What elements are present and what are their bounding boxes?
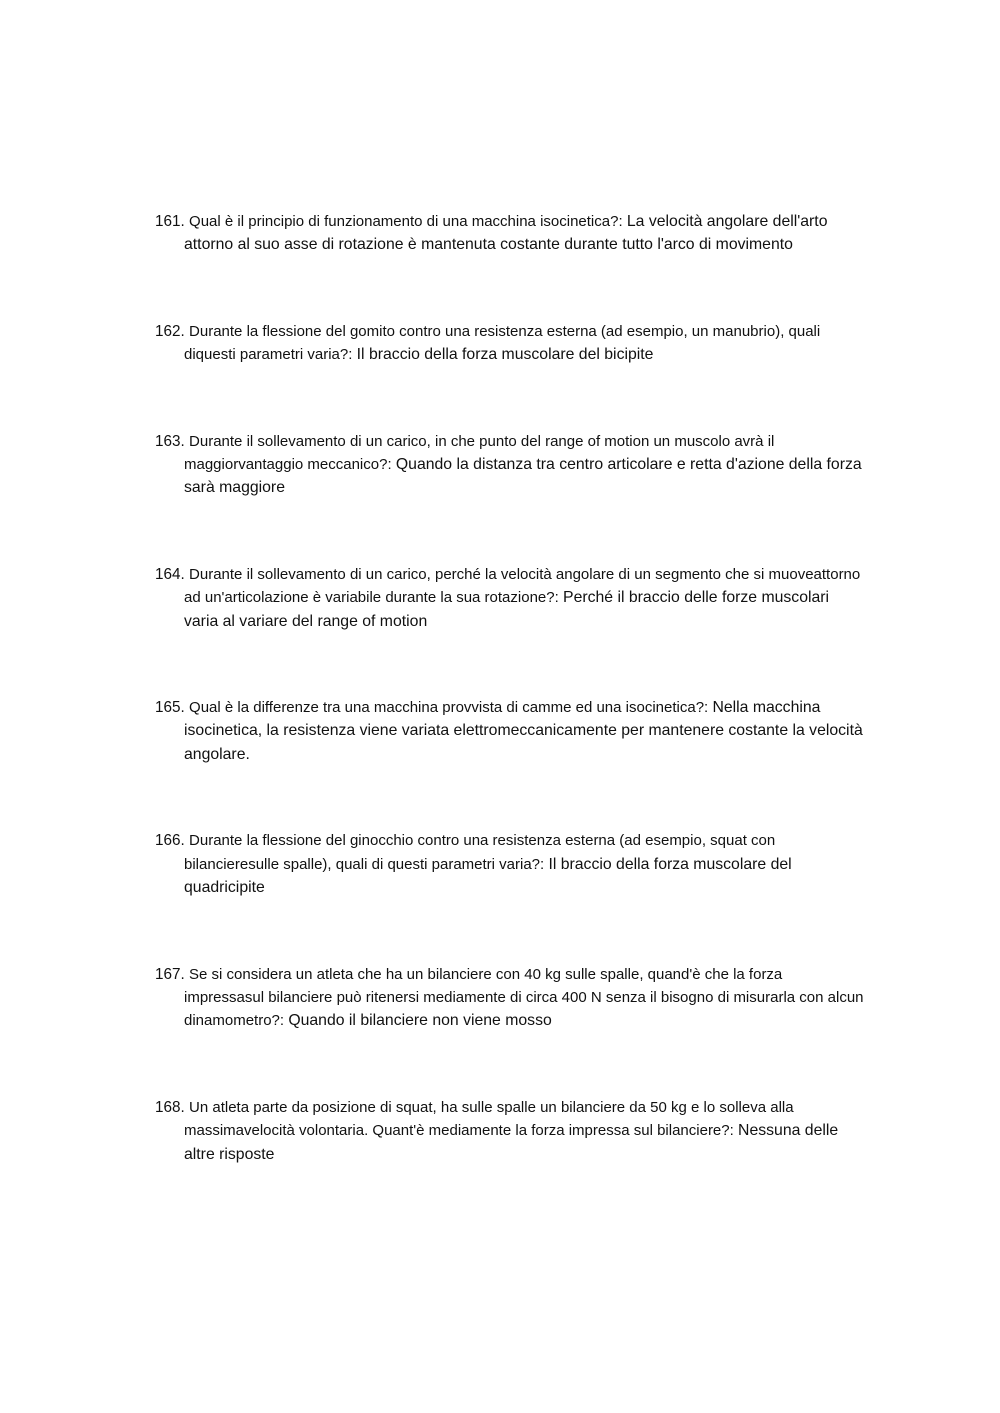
question-number: 161. — [155, 213, 185, 230]
question-number: 163. — [155, 432, 185, 450]
question-item-163 — [155, 430, 865, 500]
question-text: Durante il sollevamento di un carico, in che punto del range of motion un muscolo avrà il maggiorvantaggio meccanico?: — [184, 432, 775, 474]
answer-text: Quando il bilanciere non viene mosso — [288, 1012, 552, 1030]
answer-text: Nessuna delle altre risposte — [184, 1122, 839, 1163]
answer-text: Il braccio della forza muscolare del quadricipite — [184, 855, 792, 897]
question-item-161 — [155, 210, 865, 257]
question-text: Durante la flessione del ginocchio contro una resistenza esterna (ad esempio, squat con bilancieresulle spalle), quali di questi parametri varia?: — [184, 832, 776, 873]
answer-text: Il braccio della forza muscolare del bicipite — [356, 346, 654, 364]
question-item-167 — [155, 963, 865, 1033]
question-text: Qual è il principio di funzionamento di una macchina isocinetica?: — [189, 213, 623, 230]
question-text: Durante il sollevamento di un carico, perché la velocità angolare di un segmento che si muoveattorno ad un'articolazione è variabile durante la sua rotazione?: — [184, 565, 861, 607]
question-text: Qual è la differenze tra una macchina provvista di camme ed una isocinetica?: — [189, 699, 709, 717]
question-number: 165. — [155, 699, 185, 717]
question-number: 168. — [155, 1098, 185, 1116]
question-item-168 — [155, 1096, 865, 1166]
answer-text: Quando la distanza tra centro articolare e retta d'azione della forza sarà maggiore — [184, 456, 862, 497]
question-item-162 — [155, 320, 865, 367]
answer-text: La velocità angolare dell'arto attorno al suo asse di rotazione è mantenuta costante durante tutto l'arco di movimento — [184, 213, 828, 254]
answer-text: Nella macchina isocinetica, la resistenza viene variata elettromeccanicamente per mantenere costante la velocità angolare. — [184, 699, 863, 763]
question-number: 167. — [155, 965, 185, 983]
question-list — [155, 210, 865, 1166]
question-text: Se si considera un atleta che ha un bilanciere con 40 kg sulle spalle, quand'è che la forza impressasul bilanciere può ritenersi mediamente di circa 400 N senza il bisogno di misurarla con alcun dinamometro?: — [184, 965, 864, 1030]
question-text: Un atleta parte da posizione di squat, ha sulle spalle un bilanciere da 50 kg e lo solleva alla massimavelocità volontaria. Quant'è mediamente la forza impressa sul bilanciere?: — [184, 1098, 794, 1140]
question-number: 166. — [155, 832, 185, 850]
question-item-166 — [155, 829, 865, 899]
question-text: Durante la flessione del gomito contro una resistenza esterna (ad esempio, un manubrio), quali diquesti parametri varia?: — [184, 322, 821, 364]
answer-text: Perché il braccio delle forze muscolari varia al variare del range of motion — [184, 589, 830, 630]
question-item-165 — [155, 696, 865, 766]
question-item-164 — [155, 563, 865, 633]
question-number: 164. — [155, 565, 185, 583]
question-number: 162. — [155, 322, 185, 340]
